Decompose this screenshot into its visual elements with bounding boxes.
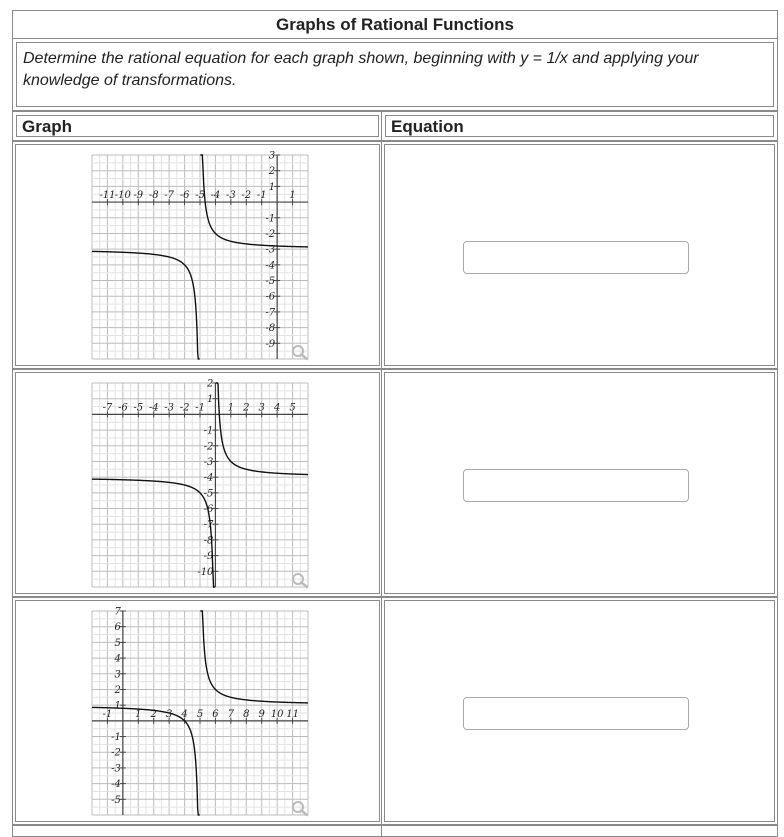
x-tick-label: 9: [258, 708, 265, 720]
x-tick-label: -5: [195, 190, 205, 202]
graph-cell-2: [12, 369, 383, 597]
x-tick-label: 5: [289, 402, 296, 414]
y-tick-label: -4: [111, 779, 121, 791]
x-tick-label: -10: [114, 190, 131, 202]
x-tick-label: -3: [164, 402, 175, 414]
y-tick-label: -1: [203, 425, 214, 437]
y-tick-label: -2: [111, 747, 121, 759]
y-tick-label: -10: [197, 566, 214, 578]
y-tick-label: 2: [207, 379, 214, 390]
equation-header: [381, 111, 778, 141]
equation-cell-4-partial: [381, 825, 778, 837]
graph-column-header: Graph: [22, 117, 73, 136]
y-tick-label: -2: [265, 228, 276, 240]
x-tick-label: 1: [135, 708, 142, 720]
y-tick-label: -1: [111, 732, 121, 744]
y-tick-label: 6: [114, 622, 121, 634]
graph-3: [88, 607, 312, 819]
y-tick-label: 2: [268, 166, 276, 178]
equation-input-1[interactable]: [463, 241, 689, 274]
y-tick-label: -3: [203, 456, 214, 468]
y-tick-label: -6: [265, 291, 276, 303]
equation-cell-2: [381, 369, 778, 597]
y-tick-label: 5: [114, 637, 121, 649]
x-tick-label: 10: [270, 708, 284, 720]
x-tick-label: 5: [196, 708, 204, 720]
equation-cell-3: [381, 597, 778, 825]
x-tick-label: -9: [133, 190, 144, 202]
title-bar: [12, 10, 778, 40]
y-tick-label: -8: [265, 323, 276, 335]
x-tick-label: 8: [243, 708, 250, 720]
graph-cell-4-partial: [12, 825, 383, 837]
graph-1: [88, 151, 312, 363]
x-tick-label: 4: [181, 708, 188, 720]
x-tick-label: -2: [179, 402, 190, 414]
x-tick-label: 7: [227, 708, 235, 720]
y-tick-label: -8: [203, 535, 214, 547]
y-tick-label: 1: [207, 394, 214, 406]
y-tick-label: -3: [111, 763, 121, 775]
y-tick-label: -5: [111, 794, 121, 806]
y-tick-label: -7: [265, 307, 276, 319]
x-tick-label: -6: [117, 402, 128, 414]
x-tick-label: -1: [102, 708, 113, 720]
x-tick-label: -11: [99, 190, 116, 202]
y-tick-label: 7: [114, 607, 121, 618]
x-tick-label: -4: [210, 190, 221, 202]
y-tick-label: 1: [268, 181, 276, 193]
x-tick-label: 3: [258, 402, 265, 414]
graph-cell-1: [12, 141, 383, 369]
x-tick-label: 3: [165, 708, 173, 720]
y-tick-label: 2: [114, 684, 121, 696]
x-tick-label: -6: [179, 190, 190, 202]
graph-header: [12, 111, 383, 141]
y-tick-label: -3: [265, 244, 276, 256]
x-tick-label: 2: [243, 402, 250, 414]
y-tick-label: -9: [203, 551, 214, 563]
instructions-text: Determine the rational equation for each graph shown, beginning with y = 1/x and applying your knowledge of transformations.: [23, 50, 699, 89]
x-tick-label: -1: [195, 402, 205, 414]
equation-input-2[interactable]: [463, 469, 689, 502]
x-tick-label: -7: [102, 402, 113, 414]
x-tick-label: -1: [256, 190, 267, 202]
x-tick-label: 4: [273, 402, 281, 414]
x-tick-label: -8: [148, 190, 159, 202]
y-tick-label: -4: [265, 260, 276, 272]
x-tick-label: -3: [225, 190, 236, 202]
y-tick-label: 4: [114, 653, 121, 665]
y-tick-label: -5: [203, 488, 214, 500]
x-tick-label: -7: [164, 190, 175, 202]
x-tick-label: 6: [212, 708, 219, 720]
y-tick-label: 1: [114, 700, 121, 712]
y-tick-label: -9: [265, 338, 276, 350]
y-tick-label: -6: [203, 504, 214, 516]
y-tick-label: -7: [203, 519, 214, 531]
x-tick-label: 2: [150, 708, 157, 720]
equation-cell-1: [381, 141, 778, 369]
y-tick-label: 3: [114, 669, 121, 681]
equation-column-header: Equation: [391, 117, 464, 136]
y-tick-label: -4: [203, 472, 214, 484]
x-tick-label: -2: [241, 190, 252, 202]
x-tick-label: -4: [148, 402, 159, 414]
y-tick-label: -5: [265, 276, 276, 288]
y-tick-label: 3: [268, 151, 276, 162]
y-tick-label: -2: [203, 441, 214, 453]
y-tick-label: -1: [265, 213, 276, 225]
graph-cell-3: [12, 597, 383, 825]
graph-2: [88, 379, 312, 591]
x-tick-label: 11: [286, 708, 299, 720]
x-tick-label: -5: [133, 402, 144, 414]
page-title: Graphs of Rational Functions: [275, 15, 514, 34]
equation-input-3[interactable]: [463, 697, 689, 730]
instructions-box: [12, 38, 778, 111]
x-tick-label: 1: [227, 402, 235, 414]
x-tick-label: 1: [289, 190, 296, 202]
